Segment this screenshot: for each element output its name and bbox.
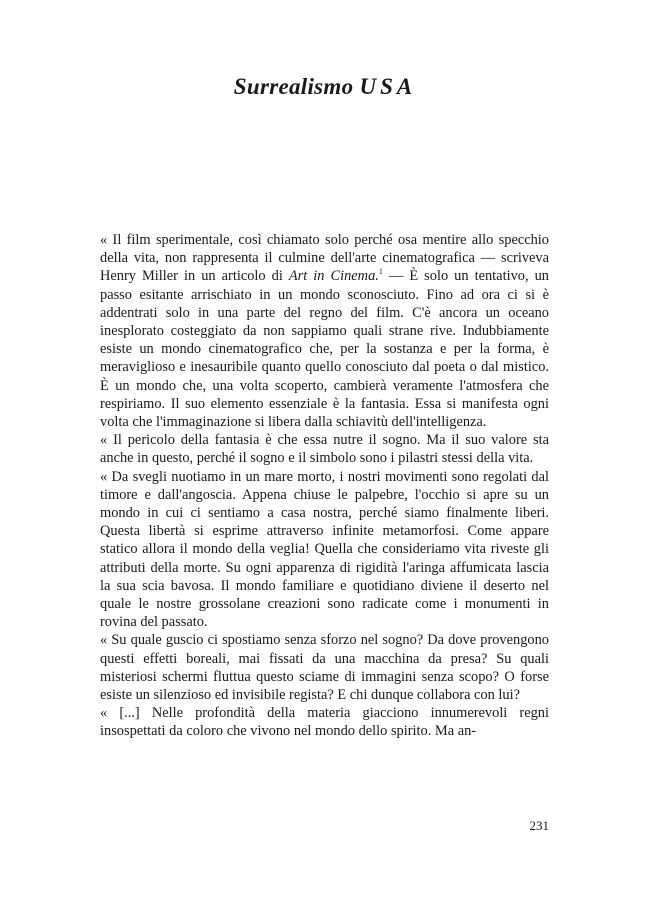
paragraph-4: « Su quale guscio ci spostiamo senza sforzo nel sogno? Da dove provengono questi effetti boreali, mai fissati da una macchina da presa? Su quali misteriosi schermi fluttua questo sciame di immagini senza scopo? O forse esiste un silenzioso ed invisibile regista? E chi dunque collabora con lui? bbox=[100, 632, 549, 704]
footnote-marker: 1 bbox=[378, 267, 383, 277]
paragraph-1-text-b: — È solo un tentativo, un passo esitante arrischiato in un mondo sconosciuto. Fino ad ora ci si è addentrati solo in una parte del regno del film. C'è ancora un oceano inesplorato costeggiato da non sappiamo quali strane rive. Indubbiamente esiste un mondo cinematografico che, per la sostanza e per la forma, è meraviglioso e inesauribile quanto quello conosciuto dal poeta o dal mistico. È un mondo che, una volta scoperto, cambierà veramente l'atmosfera che respiriamo. Il suo elemento essenziale è la fantasia. Essa si manifesta ogni volta che l'immaginazione si libera dalla schiavitù dell'intelligenza. bbox=[100, 268, 549, 431]
paragraph-2: « Il pericolo della fantasia è che essa nutre il sogno. Ma il suo valore sta anche in questo, perché il sogno e il simbolo sono i pilastri stessi della vita. bbox=[100, 432, 549, 467]
body-text bbox=[100, 231, 549, 741]
chapter-title-main: Surrealismo bbox=[233, 74, 354, 99]
paragraph-3: « Da svegli nuotiamo in un mare morto, i nostri movimenti sono regolati dal timore e dall'angoscia. Appena chiuse le palpebre, l'occhio si apre su un mondo in cui ci sentiamo a casa nostra, perché siamo finalmente liberi. Questa libertà si esprime attraverso infinite metamorfosi. Come appare statico allora il mondo della veglia! Quella che consideriamo vita riveste gli attributi della morte. Su ogni apparenza di rigidità l'aringa affumicata lascia la sua scia bavosa. Il mondo familiare e quotidiano diviene il deserto nel quale le nostre grossolane creazioni sono radicate come i monumenti in rovina del passato. bbox=[100, 468, 549, 631]
page-number: 231 bbox=[529, 818, 549, 833]
journal-title: Art in Cinema. bbox=[288, 268, 379, 285]
paragraph-1 bbox=[100, 231, 549, 431]
paragraph-1-text-a: « Il film sperimentale, così chiamato solo perché osa mentire allo specchio della vita, non rappresenta il culmine dell'arte cinematografica — scriveva Henry Miller in un articolo di bbox=[100, 232, 549, 285]
chapter-title bbox=[0, 74, 650, 100]
chapter-title-suffix: USA bbox=[359, 74, 417, 99]
paragraph-5: « [...] Nelle profondità della materia giacciono innumerevoli regni insospettati da coloro che vivono nel mondo dello spirito. Ma an- bbox=[100, 705, 549, 740]
